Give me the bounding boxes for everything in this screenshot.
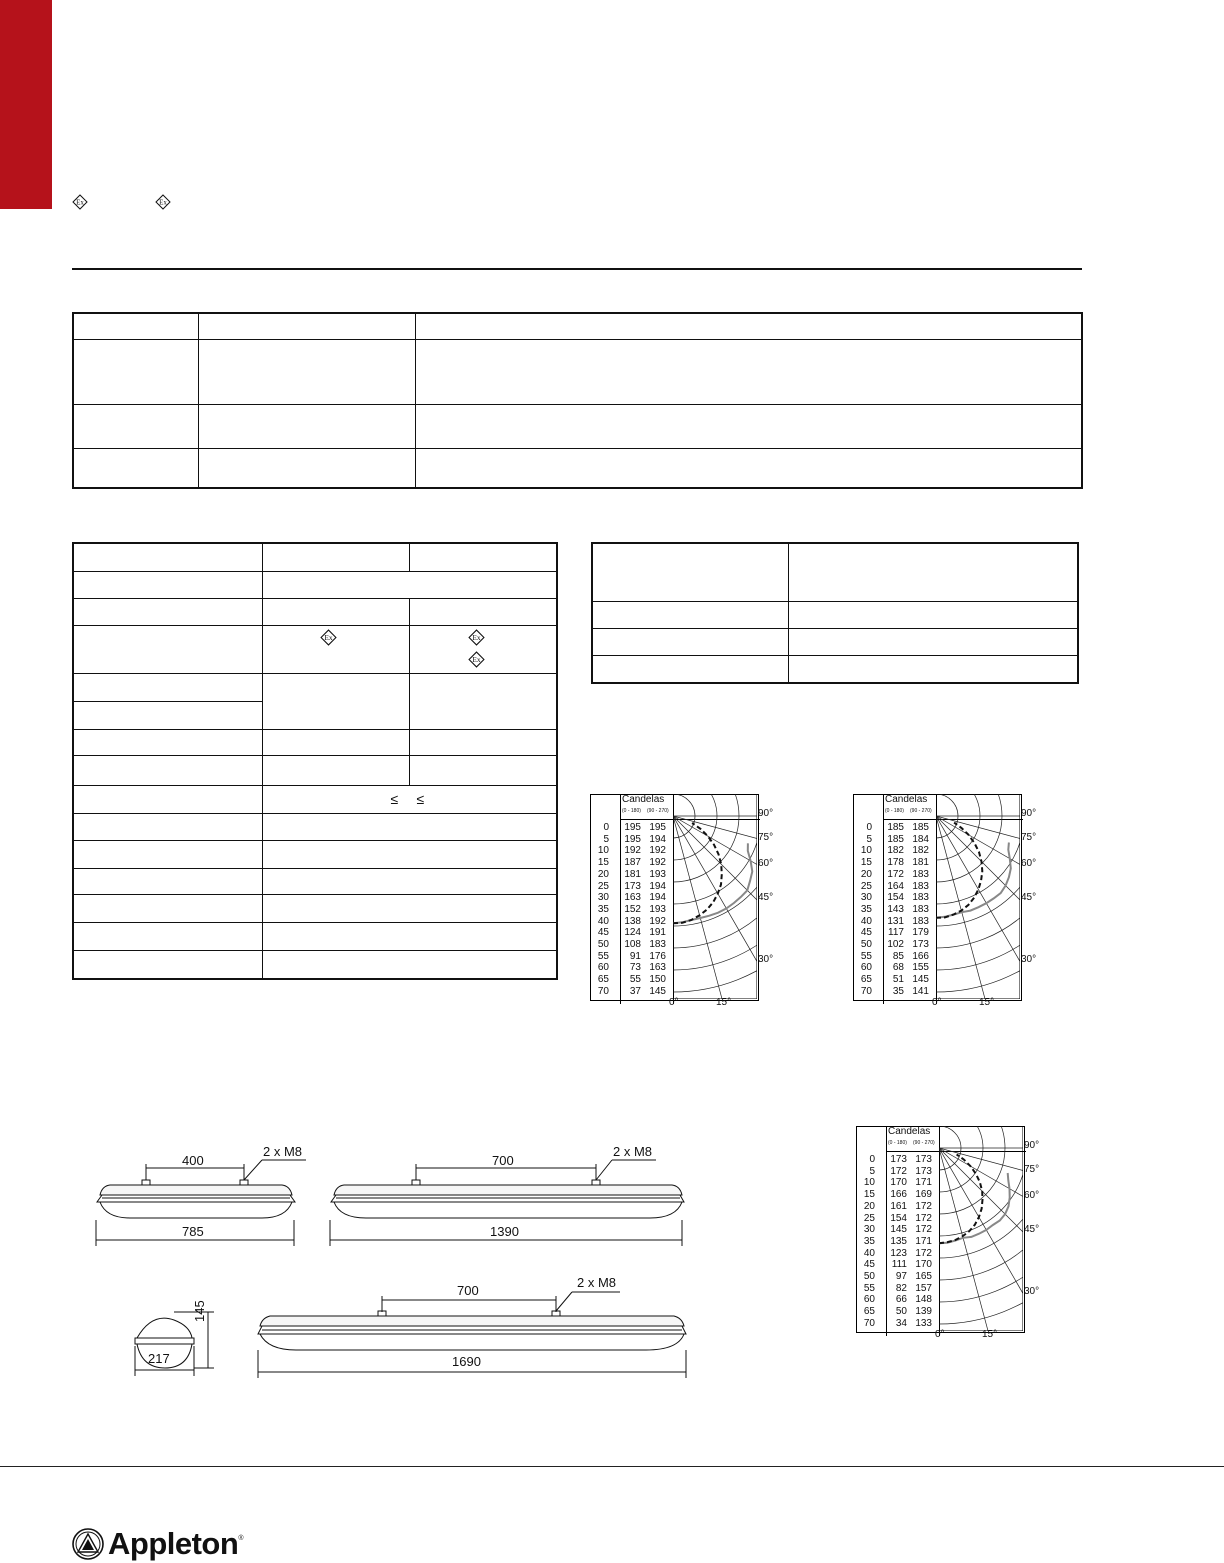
candela-value: 170 (890, 1177, 907, 1189)
candela-value: 194 (649, 833, 666, 845)
candela-value: 25 (860, 880, 872, 892)
grid-circle (939, 1126, 1023, 1302)
ex-certification-icon (72, 194, 88, 210)
candela-value: 40 (860, 915, 872, 927)
candela-value: 195 (624, 833, 641, 845)
candela-value: 0 (866, 822, 872, 833)
candela-row (590, 904, 666, 916)
candela-value: 45 (863, 1259, 875, 1271)
plane-label: (0 - 180) (885, 808, 904, 814)
candela-value: 35 (597, 903, 609, 915)
candela-value: 192 (624, 845, 641, 857)
candela-value: 60 (863, 1294, 875, 1306)
grid-circle (936, 794, 1002, 882)
candela-value: 15 (860, 857, 872, 869)
candela-value: 65 (597, 974, 609, 986)
candela-row (853, 916, 929, 928)
angle-label: 15° (982, 1329, 998, 1340)
candela-value: 70 (860, 985, 872, 997)
candela-value: 172 (890, 1165, 907, 1177)
ex-certification-icon (320, 629, 337, 646)
candela-value: 135 (890, 1235, 907, 1247)
candela-value: 181 (624, 868, 641, 880)
candela-value: 20 (860, 868, 872, 880)
grid-ray (936, 816, 1001, 999)
candela-value: 141 (912, 985, 929, 997)
photometric-chart (590, 794, 774, 1008)
candela-value: 20 (863, 1200, 875, 1212)
candela-value: 85 (892, 950, 904, 962)
candela-row (590, 974, 666, 986)
photometric-chart (856, 1126, 1040, 1340)
candela-value: 70 (863, 1317, 875, 1329)
candelas-header: Candelas (622, 794, 665, 805)
dimension-label: 145 (192, 1300, 207, 1322)
plane-label: (0 - 180) (888, 1140, 907, 1146)
candela-row (856, 1213, 932, 1225)
candela-row (590, 916, 666, 928)
candela-value: 60 (860, 962, 872, 974)
candela-value: 143 (887, 903, 904, 915)
grid-circle (673, 794, 739, 882)
candela-value: 66 (895, 1294, 907, 1306)
dimension-label: 785 (182, 1224, 204, 1239)
candela-value: 35 (892, 985, 904, 997)
candela-value: 30 (860, 892, 872, 904)
grid-circle (673, 794, 757, 926)
candela-value: 60 (597, 962, 609, 974)
candela-value: 10 (597, 845, 609, 857)
candela-value: 5 (603, 833, 609, 845)
candela-row (856, 1177, 932, 1189)
candela-value: 139 (915, 1306, 932, 1318)
diagram-border (939, 1126, 1023, 1331)
candela-value: 171 (915, 1235, 932, 1247)
candela-value: 50 (860, 939, 872, 951)
candela-value: 138 (624, 915, 641, 927)
angle-label: 45° (1024, 1224, 1040, 1235)
candela-value: 131 (887, 915, 904, 927)
candela-value: 183 (912, 880, 929, 892)
candela-value: 65 (863, 1306, 875, 1318)
candela-value: 169 (915, 1189, 932, 1201)
svg-text:Ex: Ex (76, 198, 84, 207)
candela-value: 25 (863, 1212, 875, 1224)
section-divider (72, 268, 1082, 270)
angle-label: 90° (758, 808, 774, 819)
svg-text:Ex: Ex (159, 198, 167, 207)
candela-value: 55 (597, 950, 609, 962)
candela-value: 45 (860, 927, 872, 939)
polar-diagram (673, 794, 757, 999)
candela-row (856, 1318, 932, 1330)
candela-value: 184 (912, 833, 929, 845)
candela-row (853, 845, 929, 857)
candela-row (853, 939, 929, 951)
angle-label: 75° (1024, 1164, 1040, 1175)
angle-label: 60° (758, 858, 774, 869)
thread-label: 2 x M8 (613, 1144, 653, 1159)
candela-value: 172 (915, 1224, 932, 1236)
candela-value: 73 (629, 962, 641, 974)
candela-value: 30 (863, 1224, 875, 1236)
candela-value: 35 (863, 1235, 875, 1247)
dimension-label: 1690 (452, 1354, 481, 1369)
angle-label: 90° (1024, 1140, 1040, 1151)
candela-row (856, 1283, 932, 1295)
candelas-header: Candelas (885, 794, 928, 805)
candela-value: 10 (860, 845, 872, 857)
candela-row (856, 1259, 932, 1271)
candela-value: 193 (649, 868, 666, 880)
candela-value: 55 (629, 974, 641, 986)
candela-value: 194 (649, 892, 666, 904)
candela-value: 55 (863, 1282, 875, 1294)
candela-value: 145 (912, 974, 929, 986)
candela-value: 173 (915, 1154, 932, 1165)
candela-row (853, 986, 929, 998)
candela-rows (590, 822, 666, 998)
candela-row (590, 939, 666, 951)
candela-value: 35 (860, 903, 872, 915)
candela-value: 173 (624, 880, 641, 892)
candela-value: 166 (890, 1189, 907, 1201)
candela-value: 154 (887, 892, 904, 904)
candela-value: 183 (912, 903, 929, 915)
candela-value: 178 (887, 857, 904, 869)
dimension-label: 400 (182, 1153, 204, 1168)
candela-value: 195 (624, 822, 641, 833)
candela-value: 185 (912, 822, 929, 833)
candela-value: 30 (597, 892, 609, 904)
candela-value: 154 (890, 1212, 907, 1224)
candela-row (590, 962, 666, 974)
candela-row (856, 1236, 932, 1248)
candela-value: 40 (863, 1247, 875, 1259)
candela-value: 183 (912, 892, 929, 904)
svg-text:Ex: Ex (471, 632, 481, 642)
candela-value: 172 (915, 1200, 932, 1212)
candela-value: 185 (887, 833, 904, 845)
photometric-chart (853, 794, 1037, 1008)
candela-value: 40 (597, 915, 609, 927)
less-equal-symbol: ≤ (390, 790, 399, 807)
candela-row (590, 822, 666, 834)
candela-value: 176 (649, 950, 666, 962)
candela-value: 111 (891, 1259, 907, 1271)
candelas-header: Candelas (888, 1126, 931, 1137)
angle-label: 45° (1021, 892, 1037, 903)
candela-value: 163 (649, 962, 666, 974)
candela-row (853, 951, 929, 963)
candela-value: 34 (895, 1317, 907, 1329)
plane-label: (90 - 270) (913, 1140, 935, 1146)
candela-row (856, 1201, 932, 1213)
header-accent-bar (0, 0, 52, 209)
candela-row (853, 962, 929, 974)
dimension-label: 700 (457, 1283, 479, 1298)
candela-value: 187 (624, 857, 641, 869)
candela-value: 10 (863, 1177, 875, 1189)
grid-ray (939, 1148, 1023, 1325)
angle-label: 15° (979, 997, 995, 1008)
specification-table (72, 542, 558, 980)
candela-value: 192 (649, 857, 666, 869)
candela-row (853, 822, 929, 834)
candela-row (856, 1189, 932, 1201)
candela-value: 123 (890, 1247, 907, 1259)
brand-logo (72, 1526, 243, 1562)
candela-value: 15 (863, 1189, 875, 1201)
candela-value: 164 (887, 880, 904, 892)
footer-divider (0, 1466, 1224, 1467)
grid-ray (939, 1148, 1023, 1213)
angle-label: 75° (1021, 832, 1037, 843)
lamp-table (591, 542, 1079, 684)
diagram-border (673, 794, 757, 999)
candela-row (853, 881, 929, 893)
angle-label: 90° (1021, 808, 1037, 819)
candela-row (590, 951, 666, 963)
candela-value: 183 (912, 915, 929, 927)
candela-value: 179 (912, 927, 929, 939)
candela-row (856, 1224, 932, 1236)
candela-value: 50 (863, 1271, 875, 1283)
candela-value: 50 (895, 1306, 907, 1318)
candela-value: 163 (624, 892, 641, 904)
polar-diagram (939, 1126, 1023, 1331)
candela-value: 145 (649, 985, 666, 997)
candela-value: 20 (597, 868, 609, 880)
grid-circle (936, 794, 1020, 926)
candela-value: 193 (649, 903, 666, 915)
candela-value: 0 (603, 822, 609, 833)
candela-value: 173 (890, 1154, 907, 1165)
grid-circle (673, 794, 757, 948)
registered-mark: ® (238, 1534, 244, 1542)
candela-value: 25 (597, 880, 609, 892)
candela-row (590, 834, 666, 846)
plane-label: (0 - 180) (622, 808, 641, 814)
candela-value: 37 (629, 985, 641, 997)
candela-value: 97 (895, 1271, 907, 1283)
grid-ray (673, 816, 757, 993)
polar-diagram (936, 794, 1020, 999)
candela-value: 124 (624, 927, 641, 939)
angle-label: 0° (935, 1329, 945, 1340)
candela-value: 191 (649, 927, 666, 939)
candela-row (590, 986, 666, 998)
candela-value: 102 (887, 939, 904, 951)
angle-label: 60° (1024, 1190, 1040, 1201)
angle-label: 45° (758, 892, 774, 903)
candela-value: 150 (649, 974, 666, 986)
angle-label: 30° (758, 954, 774, 965)
candela-value: 173 (912, 939, 929, 951)
ex-certification-icon (468, 651, 485, 668)
candela-row (590, 927, 666, 939)
candela-value: 117 (888, 927, 904, 939)
candela-value: 165 (915, 1271, 932, 1283)
candela-value: 15 (597, 857, 609, 869)
candela-row (590, 869, 666, 881)
plane-label: (90 - 270) (910, 808, 932, 814)
appleton-logo-icon (72, 1528, 104, 1560)
candela-value: 183 (649, 939, 666, 951)
candela-value: 170 (915, 1259, 932, 1271)
svg-text:Ex: Ex (471, 654, 481, 664)
candela-value: 91 (629, 950, 641, 962)
angle-label: 60° (1021, 858, 1037, 869)
candela-value: 172 (915, 1247, 932, 1259)
candela-row (853, 857, 929, 869)
ex-certification-icon (155, 194, 171, 210)
candela-value: 172 (915, 1212, 932, 1224)
angle-label: 30° (1024, 1286, 1040, 1297)
candela-value: 0 (869, 1154, 875, 1165)
candela-row (856, 1294, 932, 1306)
candela-value: 133 (915, 1317, 932, 1329)
candela-value: 50 (597, 939, 609, 951)
candela-value: 171 (915, 1177, 932, 1189)
candela-row (853, 869, 929, 881)
candela-value: 155 (912, 962, 929, 974)
candela-value: 182 (887, 845, 904, 857)
candela-value: 108 (624, 939, 641, 951)
candela-row (856, 1306, 932, 1318)
candela-rows (856, 1154, 932, 1330)
candela-value: 51 (892, 974, 904, 986)
brand-name: Appleton (108, 1526, 239, 1561)
candela-row (853, 927, 929, 939)
candela-row (590, 881, 666, 893)
less-equal-symbol: ≤ (416, 790, 425, 807)
candela-value: 166 (912, 950, 929, 962)
candela-value: 195 (649, 822, 666, 833)
grid-ray (936, 816, 1020, 993)
plane-label: (90 - 270) (647, 808, 669, 814)
angle-label: 0° (669, 997, 679, 1008)
candela-row (853, 834, 929, 846)
dimension-label: 1390 (490, 1224, 519, 1239)
candela-row (856, 1271, 932, 1283)
candela-value: 55 (860, 950, 872, 962)
candela-value: 192 (649, 915, 666, 927)
diagram-border (936, 794, 1020, 999)
candela-value: 82 (895, 1282, 907, 1294)
candela-row (853, 974, 929, 986)
dimension-label: 217 (148, 1351, 170, 1366)
candela-row (590, 845, 666, 857)
candela-row (853, 904, 929, 916)
grid-ray (939, 1148, 1004, 1331)
candela-value: 172 (887, 868, 904, 880)
candela-value: 5 (866, 833, 872, 845)
candela-row (590, 857, 666, 869)
candela-value: 70 (597, 985, 609, 997)
candela-row (856, 1154, 932, 1166)
angle-label: 0° (932, 997, 942, 1008)
candela-value: 157 (915, 1282, 932, 1294)
thread-label: 2 x M8 (577, 1275, 617, 1290)
grid-circle (939, 1126, 1023, 1280)
candela-value: 5 (869, 1165, 875, 1177)
thread-label: 2 x M8 (263, 1144, 303, 1159)
svg-text:Ex: Ex (323, 632, 333, 642)
candela-row (856, 1166, 932, 1178)
ordering-table (72, 312, 1083, 489)
ex-certification-icon (468, 629, 485, 646)
grid-circle (936, 794, 1020, 948)
candela-value: 65 (860, 974, 872, 986)
dimension-label: 700 (492, 1153, 514, 1168)
candela-row (853, 892, 929, 904)
angle-label: 30° (1021, 954, 1037, 965)
candela-value: 45 (597, 927, 609, 939)
candela-value: 145 (890, 1224, 907, 1236)
candela-rows (853, 822, 929, 998)
angle-label: 15° (716, 997, 732, 1008)
candela-value: 183 (912, 868, 929, 880)
candela-value: 185 (887, 822, 904, 833)
candela-value: 194 (649, 880, 666, 892)
candela-value: 173 (915, 1165, 932, 1177)
grid-circle (673, 794, 757, 970)
candela-value: 148 (915, 1294, 932, 1306)
angle-label: 75° (758, 832, 774, 843)
candela-row (856, 1248, 932, 1260)
candela-row (590, 892, 666, 904)
candela-value: 152 (624, 903, 641, 915)
candela-value: 192 (649, 845, 666, 857)
candela-value: 181 (912, 857, 929, 869)
candela-value: 68 (892, 962, 904, 974)
candela-value: 161 (890, 1200, 907, 1212)
candela-value: 182 (912, 845, 929, 857)
